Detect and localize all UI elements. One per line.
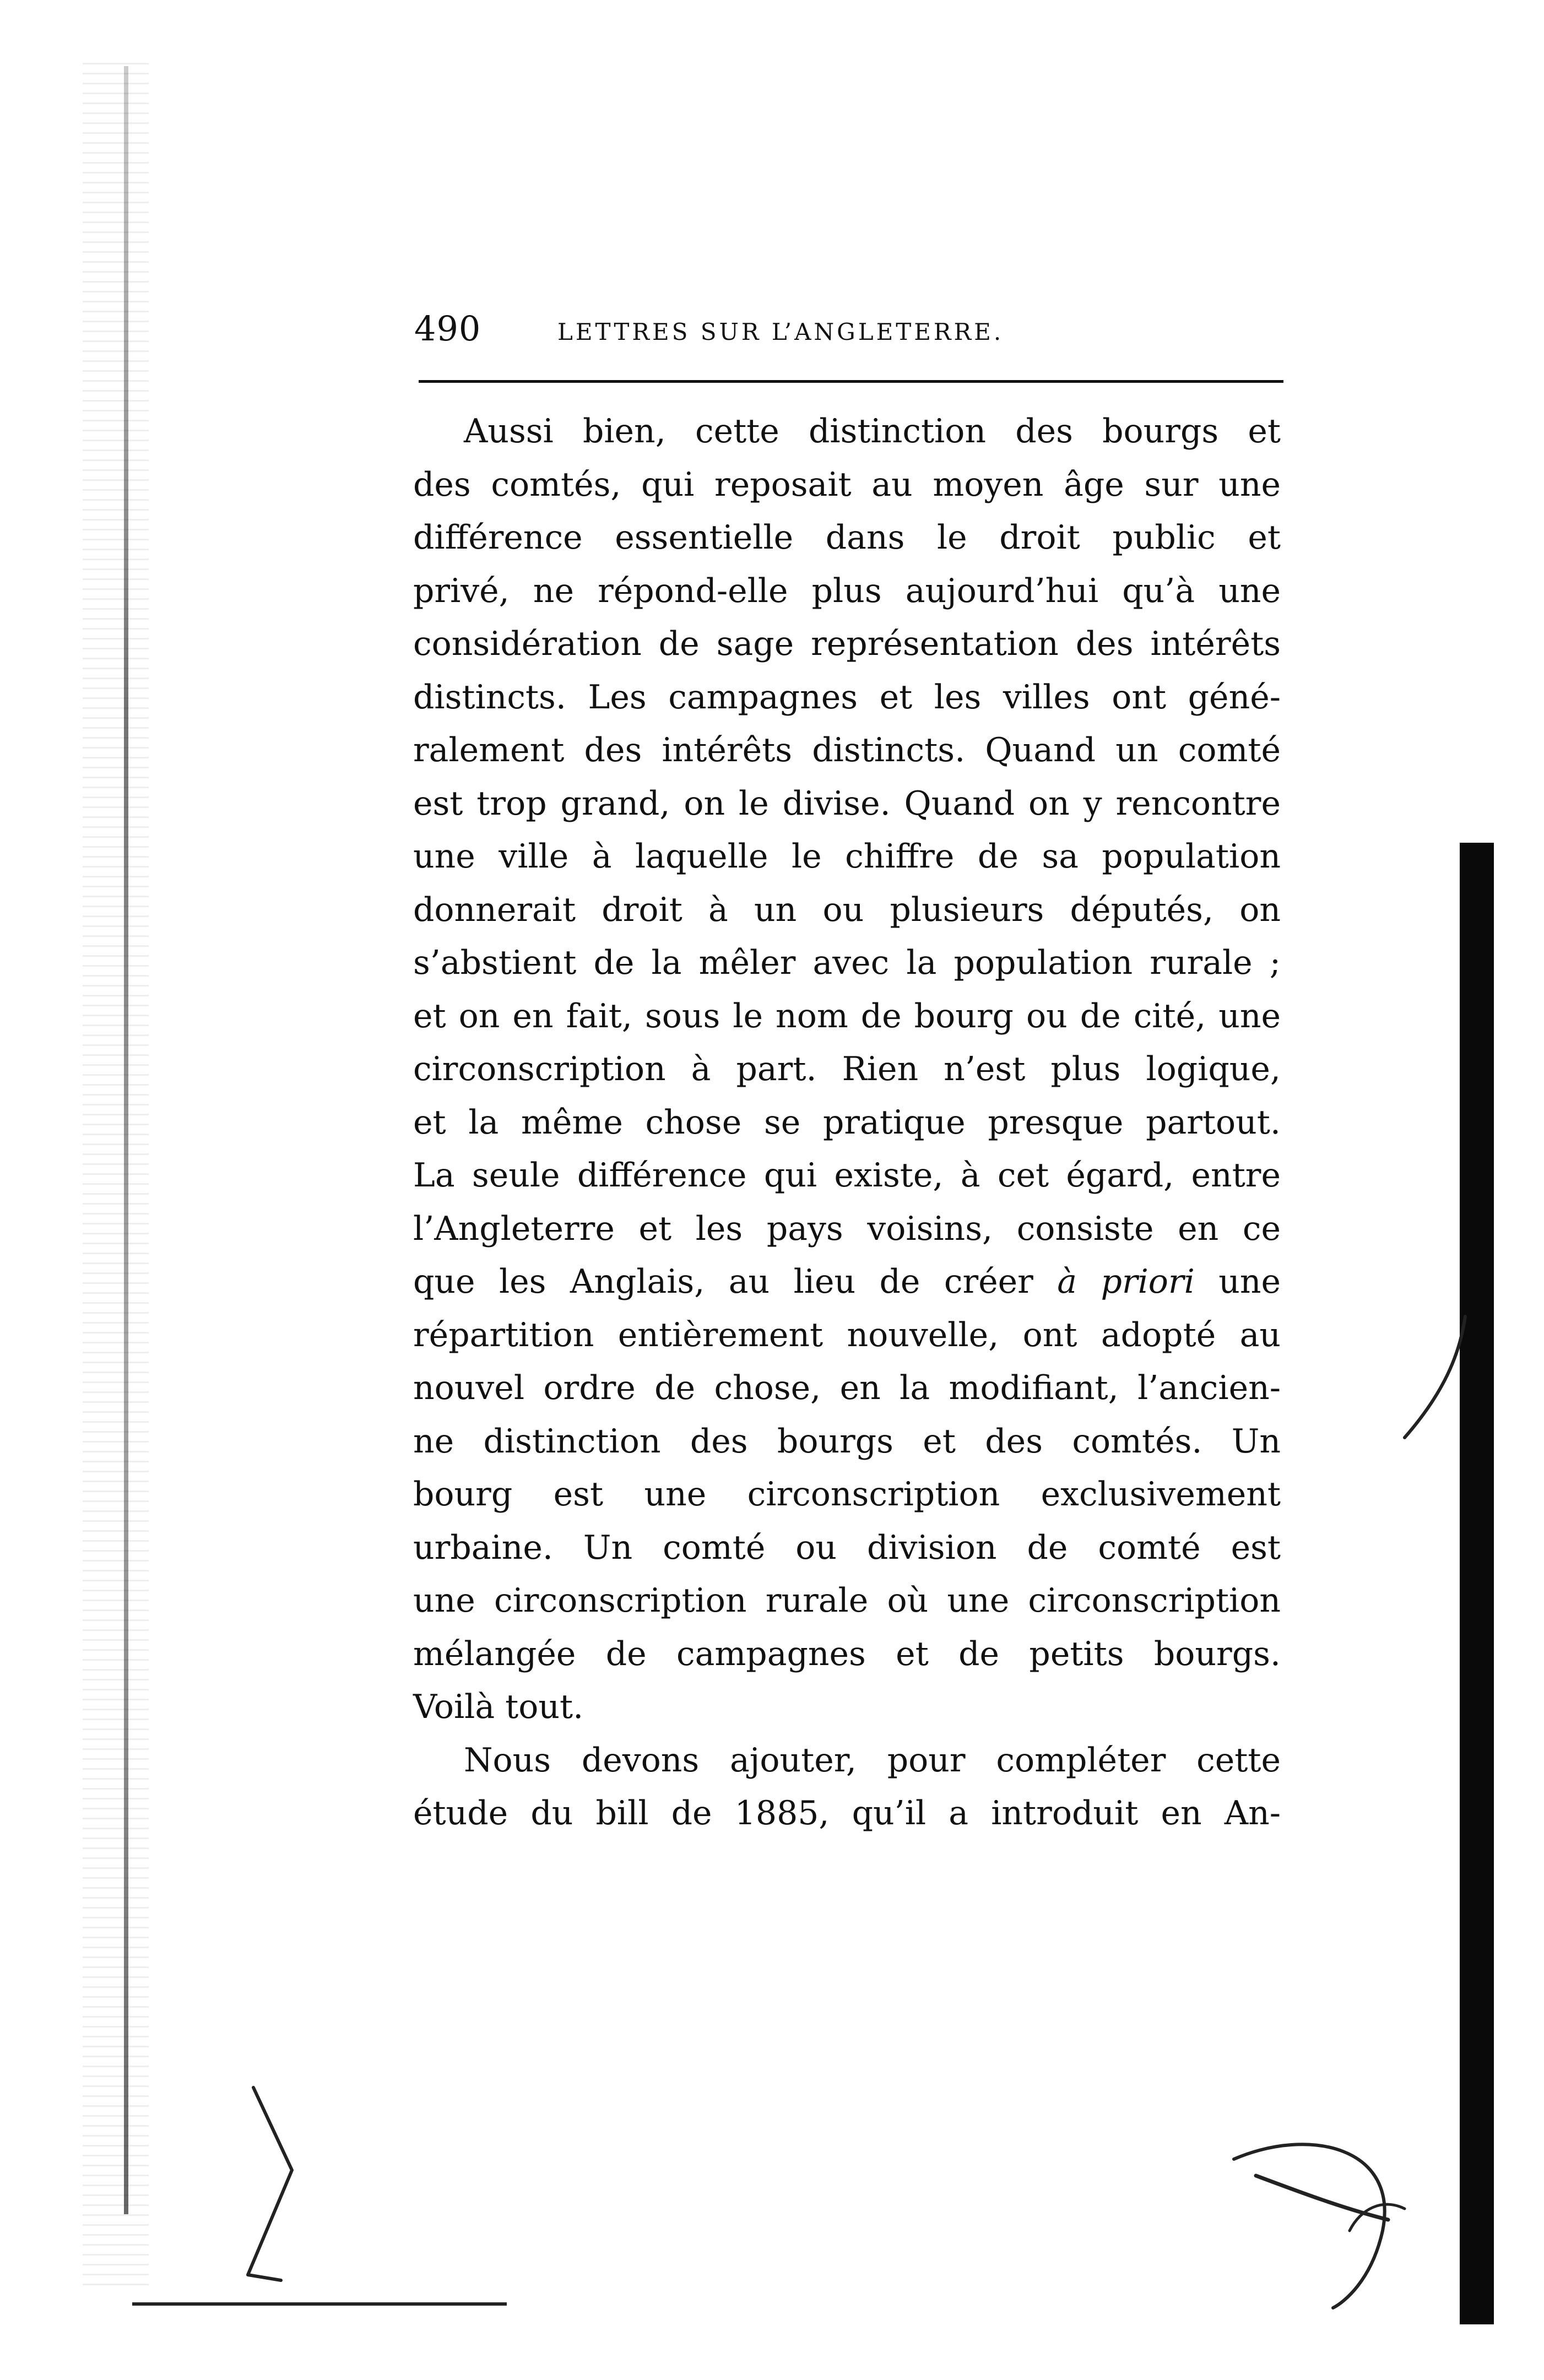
text-line: privé, ne répond-elle plus aujourd’hui qu’à une: [413, 571, 1281, 610]
binding-shadow: [83, 55, 149, 2286]
text-line: répartition entièrement nouvelle, ont adopté au: [413, 1315, 1281, 1354]
text-line: différence essentielle dans le droit public et: [413, 518, 1281, 557]
page-header: [414, 308, 1285, 369]
text-line: s’abstient de la mêler avec la population rurale ;: [413, 944, 1281, 982]
text-line: Aussi bien, cette distinction des bourgs et: [464, 412, 1281, 451]
text-line: une circonscription rurale où une circonscription: [413, 1581, 1281, 1620]
header-rule: [419, 380, 1283, 383]
text-line: distincts. Les campagnes et les villes ont géné-: [413, 677, 1281, 717]
scan-edge-bar: [1460, 843, 1494, 2324]
text-line: l’Angleterre et les pays voisins, consiste en ce: [413, 1209, 1281, 1248]
italic-phrase: à priori: [1057, 1262, 1195, 1301]
text-line: ne distinction des bourgs et des comtés. Un: [413, 1422, 1281, 1461]
pencil-mark-right-margin: [1399, 1311, 1476, 1443]
text-line: considération de sage représentation des intérêts: [413, 625, 1281, 663]
text-line: bourg est une circonscription exclusivement: [413, 1475, 1281, 1514]
binding-edge: [124, 66, 128, 2214]
pencil-mark-bottom-left: [231, 2077, 342, 2286]
text-line: circonscription à part. Rien n’est plus logique,: [413, 1050, 1281, 1088]
text-line: Voilà tout.: [413, 1688, 584, 1726]
text-line: que les Anglais, au lieu de créer à priori une: [413, 1262, 1281, 1301]
page-bottom-edge: [132, 2302, 507, 2306]
text-line: et on en fait, sous le nom de bourg ou de cité, une: [413, 996, 1281, 1036]
text-line: et la même chose se pratique presque partout.: [413, 1103, 1281, 1142]
page-number: 490: [414, 308, 481, 349]
text-line: urbaine. Un comté ou division de comté est: [413, 1528, 1281, 1567]
paragraph-1: [413, 405, 1281, 1734]
running-head: LETTRES SUR L’ANGLETERRE.: [557, 318, 1004, 345]
text-line: Nous devons ajouter, pour compléter cette: [464, 1741, 1281, 1780]
text-line: ralement des intérêts distincts. Quand un comté: [413, 731, 1281, 769]
pencil-mark-bottom-right: [1223, 2126, 1454, 2313]
text-line: mélangée de campagnes et de petits bourgs.: [413, 1634, 1281, 1673]
text-line: des comtés, qui reposait au moyen âge sur une: [413, 465, 1281, 504]
text-line: donnerait droit à un ou plusieurs députés, on: [413, 890, 1281, 929]
paragraph-2: [413, 1734, 1281, 1840]
text-line: une ville à laquelle le chiffre de sa population: [413, 837, 1281, 876]
text-line: La seule différence qui existe, à cet égard, entre: [413, 1156, 1281, 1195]
text-line: nouvel ordre de chose, en la modifiant, l’ancien-: [413, 1369, 1281, 1407]
body-text: [413, 405, 1281, 1840]
text-line: est trop grand, on le divise. Quand on y rencontre: [413, 784, 1281, 823]
text-line: étude du bill de 1885, qu’il a introduit en An-: [413, 1794, 1281, 1833]
